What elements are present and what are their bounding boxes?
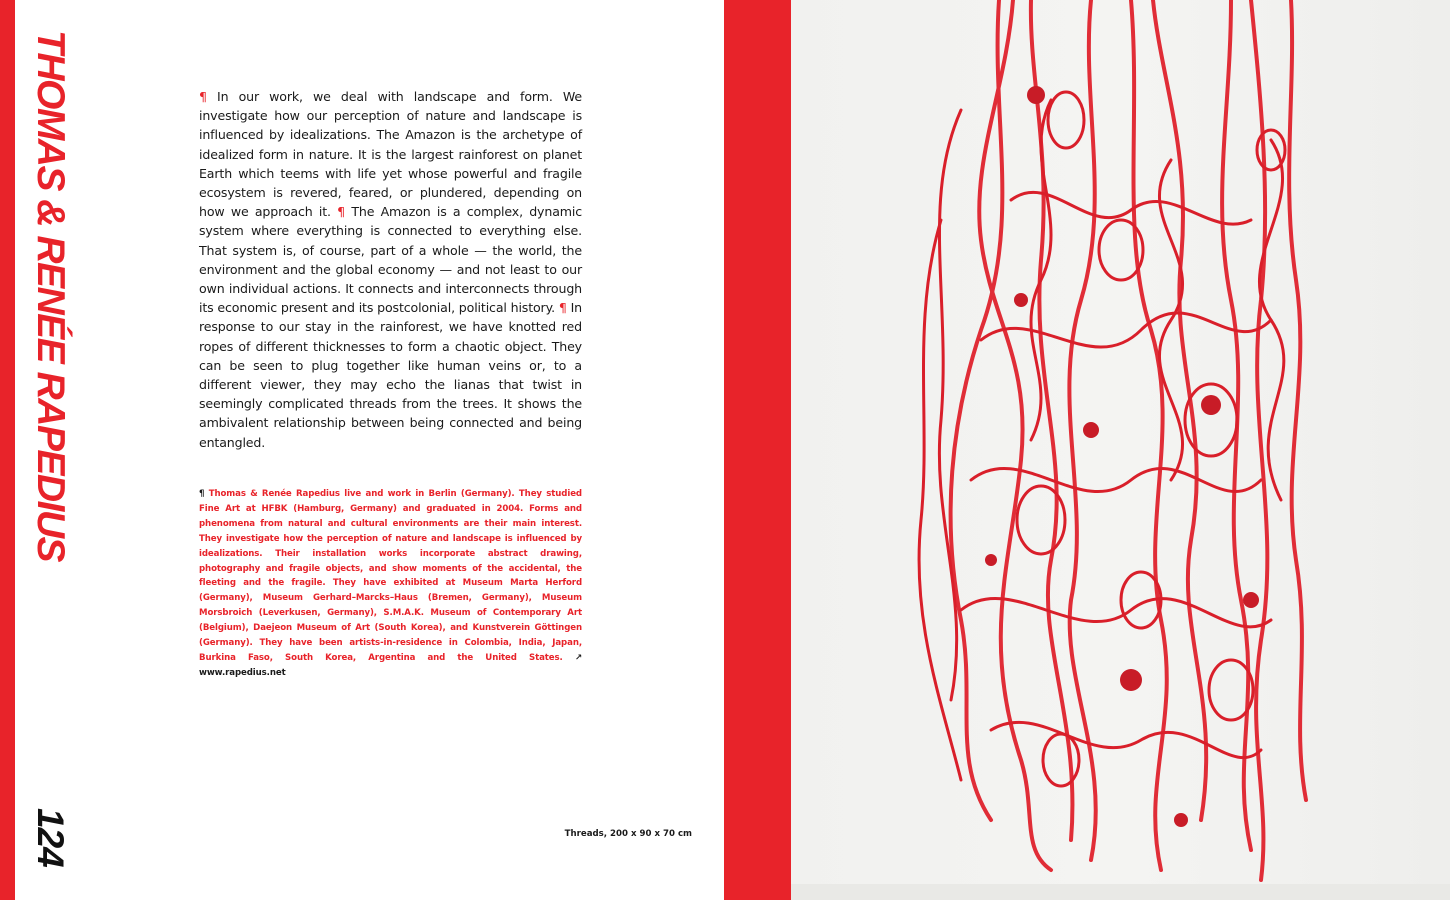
left-red-margin-bar xyxy=(0,0,15,900)
right-page xyxy=(724,0,1450,900)
statement-paragraph-2: The Amazon is a complex, dynamic system where everything is connected to everything else. That system is, of course, part of a whole — the world, the environment and the global economy — and not least to our own individual actions. It connects and interconnects through its economic present and its postcolonial, political history. xyxy=(199,204,583,316)
artist-title: THOMAS & RENÉE RAPEDIUS xyxy=(29,30,72,562)
pilcrow-icon: ¶ xyxy=(558,300,567,316)
artwork-photo xyxy=(791,0,1450,900)
page-number: 124 xyxy=(30,808,71,867)
website-link[interactable]: ↗ www.rapedius.net xyxy=(199,652,582,678)
artwork-caption: Threads, 200 x 90 x 70 cm xyxy=(564,829,692,839)
biography-text: Thomas & Renée Rapedius live and work in Berlin (Germany). They studied Fine Art at HFBK (Hamburg, Germany) and graduated in 2004. Forms and phenomena from natural and cultural environments are their main interest. They investigate how the perception of nature and landscape is influenced by idealizations. Their installation works incorporate abstract drawing, photography and fragile objects, and show moments of the accidental, the fleeting and the fragile. They have exhibited at Museum Marta Herford (Germany), Museum Gerhard–Marcks–Haus (Bremen, Germany), Museum Morsbroich (Leverkusen, Germany), S.M.A.K. Museum of Contemporary Art (Belgium), Daejeon Museum of Art (South Korea), and Kunstverein Göttingen (Germany). They have been artists-in-residence in Colombia, India, Japan, Burkina Faso, South Korea, Argentina and the United States. xyxy=(199,489,582,663)
pilcrow-icon: ¶ xyxy=(337,204,346,220)
artist-biography xyxy=(199,487,582,681)
pilcrow-icon: ¶ xyxy=(199,489,205,499)
left-page xyxy=(0,0,724,900)
artist-statement xyxy=(199,87,582,452)
rope-sculpture-illustration xyxy=(791,0,1450,900)
pilcrow-icon: ¶ xyxy=(199,89,207,104)
page-number-vertical xyxy=(27,808,73,878)
right-red-margin-bar xyxy=(724,0,791,900)
statement-paragraph-3: In response to our stay in the rainforest, we have knotted red ropes of different thicknesses to form a chaotic object. They can be seen to plug together like human veins or, to a different viewer, they may echo the lianas that twist in seemingly complicated threads from the trees. It shows the ambivalent relationship between being connected and being entangled. xyxy=(199,300,582,450)
artist-title-vertical xyxy=(27,30,73,562)
statement-paragraph-1: In our work, we deal with landscape and form. We investigate how our perception of nature and landscape is influenced by idealizations. The Amazon is the archetype of idealized form in nature. It is the largest rainforest on planet Earth which teems with life yet whose powerful and fragile ecosystem is revered, feared, or plundered, depending on how we approach it. xyxy=(199,89,582,220)
